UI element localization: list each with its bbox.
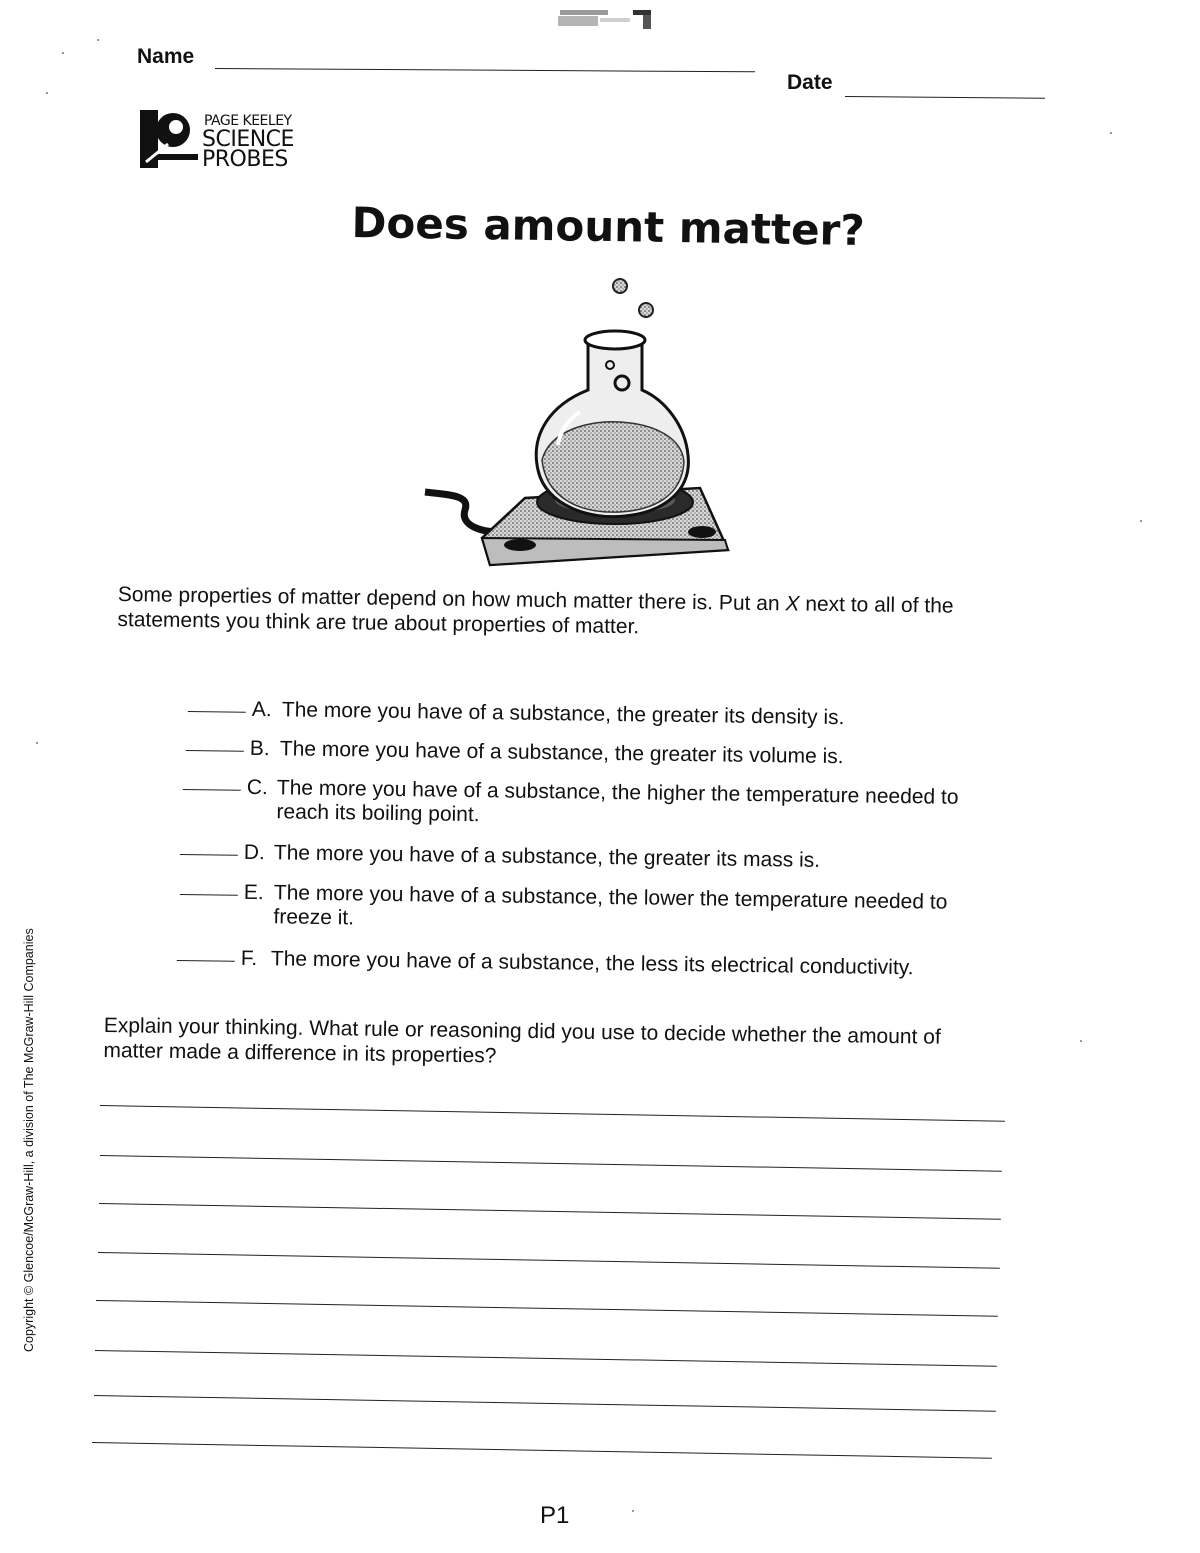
flask-on-hot-plate-icon: [420, 270, 740, 570]
logo-line-3: PROBES: [202, 147, 288, 172]
copyright-notice: Copyright © Glencoe/McGraw-Hill, a division of The McGraw-Hill Companies: [22, 928, 36, 1352]
scan-speck: [1140, 520, 1142, 522]
statement-d: [180, 840, 940, 872]
logo-line-1: PAGE KEELEY: [204, 113, 292, 129]
answer-blank-a[interactable]: [188, 711, 246, 713]
name-field[interactable]: [215, 68, 755, 72]
statement-c: [183, 775, 1023, 827]
statement-letter: C.: [246, 775, 268, 800]
answer-blank-f[interactable]: [177, 960, 235, 962]
statement-letter: A.: [251, 697, 272, 722]
writing-line[interactable]: [100, 1155, 1002, 1172]
statement-e: [180, 880, 1010, 930]
writing-line[interactable]: [99, 1203, 1001, 1220]
writing-line[interactable]: [98, 1252, 1000, 1269]
scan-speck: [46, 92, 48, 94]
scan-speck: [1080, 1040, 1082, 1042]
writing-line[interactable]: [95, 1350, 997, 1367]
statement-text: The more you have of a substance, the greater its volume is.: [279, 737, 844, 769]
answer-blank-b[interactable]: [186, 750, 244, 752]
writing-line[interactable]: [94, 1395, 996, 1412]
answer-blank-c[interactable]: [183, 789, 241, 791]
scan-speck: [62, 52, 64, 54]
page-keeley-logo: [140, 108, 320, 178]
answer-blank-e[interactable]: [180, 894, 238, 896]
statement-b: [186, 736, 946, 769]
intro-paragraph: [117, 582, 1036, 645]
statement-text: The more you have of a substance, the less its electrical conductivity.: [270, 947, 914, 980]
answer-blank-d[interactable]: [180, 854, 238, 856]
explain-prompt: Explain your thinking. What rule or reasoning did you use to decide whether the amount of matter made a difference in its properties?: [103, 1013, 941, 1068]
magnifier-logo-icon: [140, 110, 200, 168]
scan-speck: [1110, 132, 1112, 134]
intro-text-before: Some properties of matter depend on how much matter there is. Put an: [117, 582, 786, 616]
scan-artifact: [555, 6, 655, 30]
page-title: Does amount matter?: [351, 198, 866, 256]
statement-text: The more you have of a substance, the greater its density is.: [281, 698, 845, 730]
statement-text: The more you have of a substance, the higher the temperature needed to reach its boiling point.: [276, 776, 959, 827]
logo-line-2: SCIENCE: [202, 127, 294, 152]
name-label: Name: [137, 45, 195, 68]
statement-f: [177, 946, 997, 980]
writing-line[interactable]: [100, 1105, 1005, 1122]
statement-letter: F.: [240, 946, 258, 971]
statement-letter: D.: [243, 840, 265, 865]
date-field[interactable]: [845, 96, 1045, 99]
writing-line[interactable]: [92, 1442, 992, 1459]
statement-letter: E.: [243, 880, 264, 905]
scan-speck: [632, 1510, 634, 1512]
statement-text: The more you have of a substance, the greater its mass is.: [273, 841, 821, 872]
intro-x-mark: X: [785, 592, 800, 616]
scan-speck: [97, 39, 99, 41]
statement-letter: B.: [249, 736, 270, 761]
intro-text-after: next to all of the statements you think are true about properties of matter.: [117, 592, 954, 639]
date-label: Date: [787, 71, 833, 94]
flask-illustration: [420, 270, 740, 570]
scan-speck: [36, 742, 38, 744]
page-number: P1: [540, 1502, 570, 1529]
statement-text: The more you have of a substance, the lower the temperature needed to freeze it.: [273, 881, 948, 930]
statement-a: [188, 697, 948, 730]
writing-line[interactable]: [96, 1300, 998, 1317]
